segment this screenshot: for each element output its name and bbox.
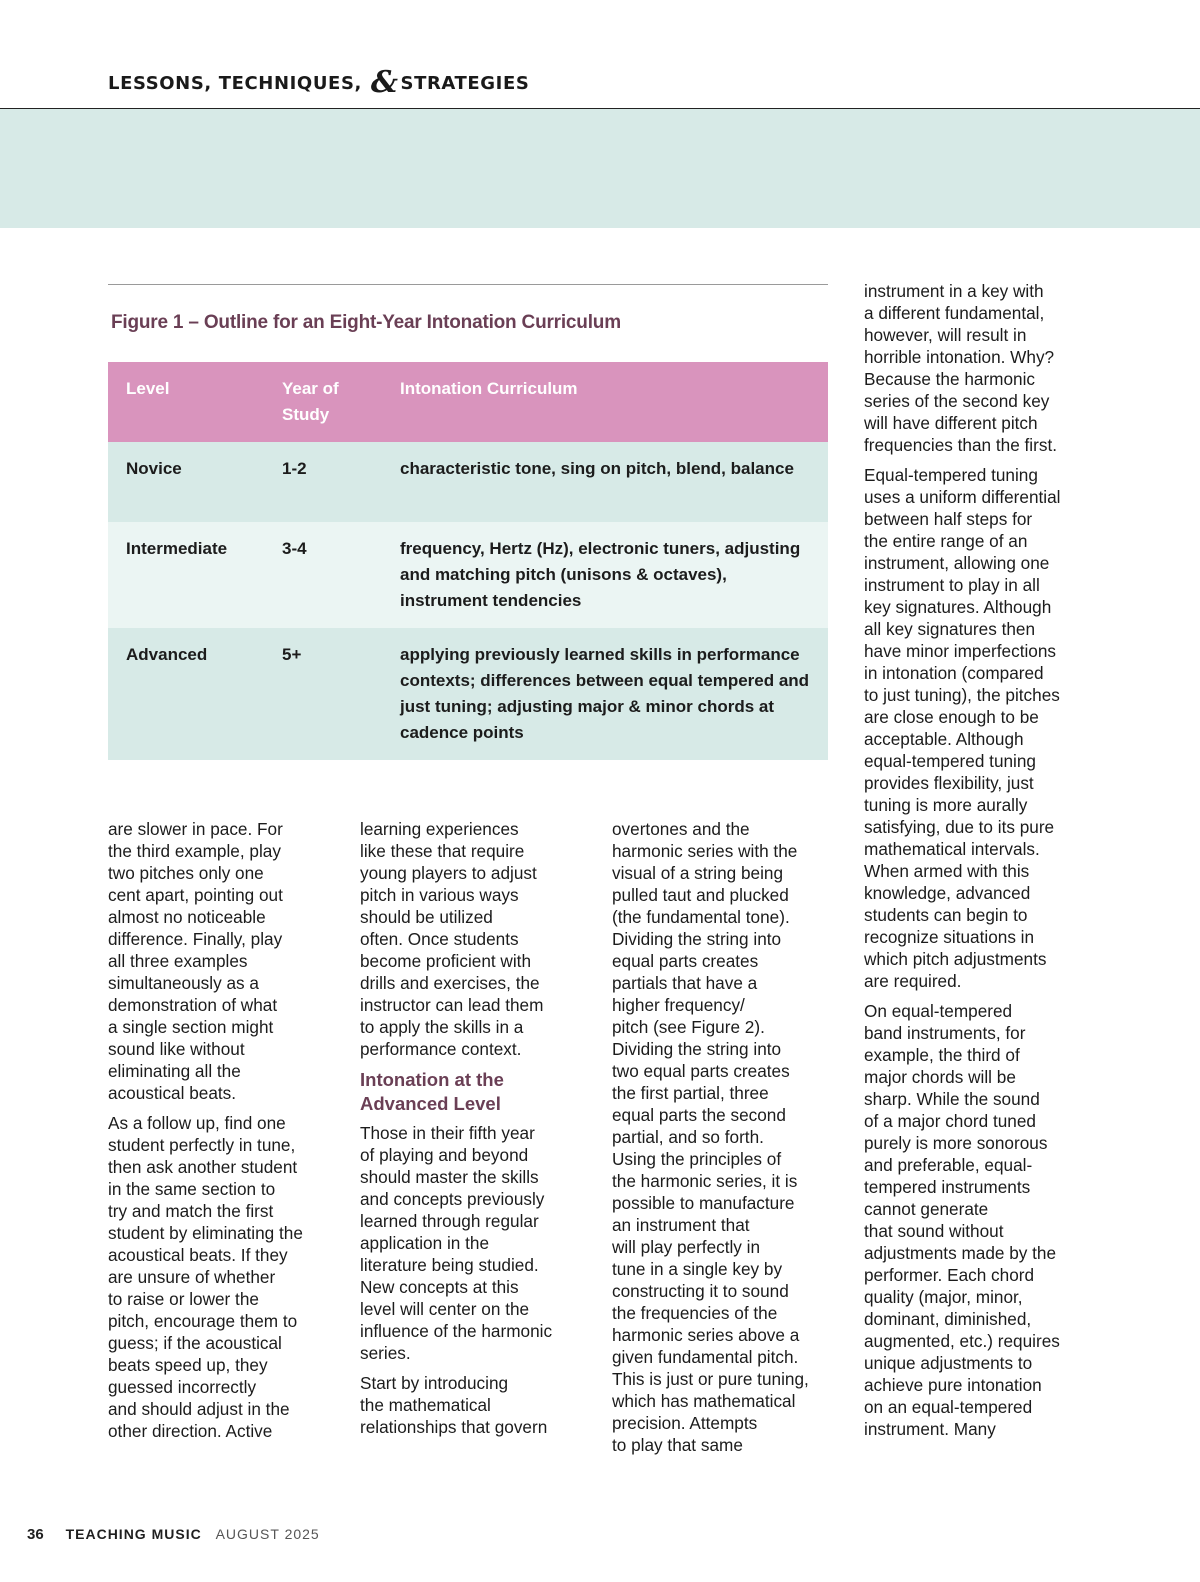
cell-year: 1-2 bbox=[282, 459, 307, 478]
cell-curriculum: applying previously learned skills in performance contexts; differences between equal tempered and just tuning; adjusting major & minor chords at cadence points bbox=[400, 645, 810, 742]
paragraph: are slower in pace. For the third example, play two pitches only one cent apart, pointing out almost no noticeable difference. Finally, play all three examples simultaneously as a demonstration of what a single section might sound like without eliminating all the acoustical beats. bbox=[108, 819, 283, 1103]
page-number: 36 bbox=[27, 1526, 44, 1543]
table-row bbox=[108, 442, 828, 522]
section-header bbox=[108, 62, 530, 100]
paragraph: On equal-tempered band instruments, for example, the third of major chords will be sharp. While the sound of a major chord tuned purely is more sonorous and preferable, equal- tempered instruments cannot generate that sound without adjustments made by the performer. Each chord quality (major, minor, dominant, diminished, augmented, etc.) requires unique adjustments to achieve pure intonation on an equal-tempered instrument. Many bbox=[864, 1001, 1060, 1439]
table-row bbox=[108, 628, 828, 760]
text-column-3 bbox=[612, 818, 842, 1464]
section-header-part2: STRATEGIES bbox=[400, 73, 530, 94]
curriculum-table bbox=[108, 362, 828, 760]
cell-level: Advanced bbox=[126, 645, 208, 664]
paragraph: instrument in a key with a different fundamental, however, will result in horrible intonation. Why? Because the harmonic series of the second key will have different pitch frequencies than the first. bbox=[864, 281, 1057, 455]
paragraph: learning experiences like these that require young players to adjust pitch in various ways should be utilized often. Once students become proficient with drills and exercises, the instructor can lead them to apply the skills in a performance context. bbox=[360, 819, 544, 1059]
header-level: Level bbox=[126, 379, 170, 398]
paragraph: Equal-tempered tuning uses a uniform differential between half steps for the entire range of an instrument, allowing one instrument to play in all key signatures. Although all key signatures then have minor imperfections in intonation (compared to just tuning), the pitches are close enough to be acceptable. Although equal-tempered tuning provides flexibility, just tuning is more aurally satisfying, due to its pure mathematical intervals. When armed with this knowledge, advanced students can begin to recognize situations in which pitch adjustments are required. bbox=[864, 465, 1061, 991]
magazine-name: TEACHING MUSIC bbox=[65, 1526, 202, 1542]
cell-curriculum: frequency, Hertz (Hz), electronic tuners, adjusting and matching pitch (unisons & octaves), instrument tendencies bbox=[400, 539, 801, 610]
section-header-part1: LESSONS, TECHNIQUES, bbox=[108, 73, 369, 94]
page-footer bbox=[27, 1526, 320, 1543]
cell-level: Novice bbox=[126, 459, 182, 478]
text-column-2 bbox=[360, 818, 590, 1446]
figure-divider bbox=[108, 284, 828, 285]
cell-year: 5+ bbox=[282, 645, 302, 664]
ampersand-glyph: & bbox=[370, 65, 399, 100]
figure-caption: Figure 1 – Outline for an Eight-Year Intonation Curriculum bbox=[111, 312, 621, 333]
issue-date: AUGUST 2025 bbox=[215, 1526, 320, 1542]
table-header-row bbox=[108, 362, 828, 442]
paragraph: Start by introducing the mathematical relationships that govern bbox=[360, 1373, 548, 1437]
cell-level: Intermediate bbox=[126, 539, 228, 558]
section-heading: Intonation at the Advanced Level bbox=[360, 1069, 504, 1114]
cell-year: 3-4 bbox=[282, 539, 307, 558]
cell-curriculum: characteristic tone, sing on pitch, blend, balance bbox=[400, 459, 794, 478]
teal-banner bbox=[0, 109, 1200, 228]
text-column-4 bbox=[864, 280, 1094, 1448]
header-year: Year of Study bbox=[282, 379, 339, 424]
text-column-1 bbox=[108, 818, 338, 1450]
paragraph: As a follow up, find one student perfectly in tune, then ask another student in the same section to try and match the first student by eliminating the acoustical beats. If they are unsure of whether to raise or lower the pitch, encourage them to guess; if the acoustical beats speed up, they guessed incorrectly and should adjust in the other direction. Active bbox=[108, 1113, 303, 1441]
table-row bbox=[108, 522, 828, 628]
paragraph: Those in their fifth year of playing and beyond should master the skills and concepts previously learned through regular application in the literature being studied. New concepts at this level will center on the influence of the harmonic series. bbox=[360, 1123, 553, 1363]
paragraph: overtones and the harmonic series with the visual of a string being pulled taut and plucked (the fundamental tone). Dividing the string into equal parts creates partials that have a higher frequency/ pitch (see Figure 2). Dividing the string into two equal parts creates the first partial, three equal parts the second partial, and so forth. Using the principles of the harmonic series, it is possible to manufacture an instrument that will play perfectly in tune in a single key by constructing it to sound the frequencies of the harmonic series above a given fundamental pitch. This is just or pure tuning, which has mathematical precision. Attempts to play that same bbox=[612, 819, 809, 1455]
header-curriculum: Intonation Curriculum bbox=[400, 379, 578, 398]
